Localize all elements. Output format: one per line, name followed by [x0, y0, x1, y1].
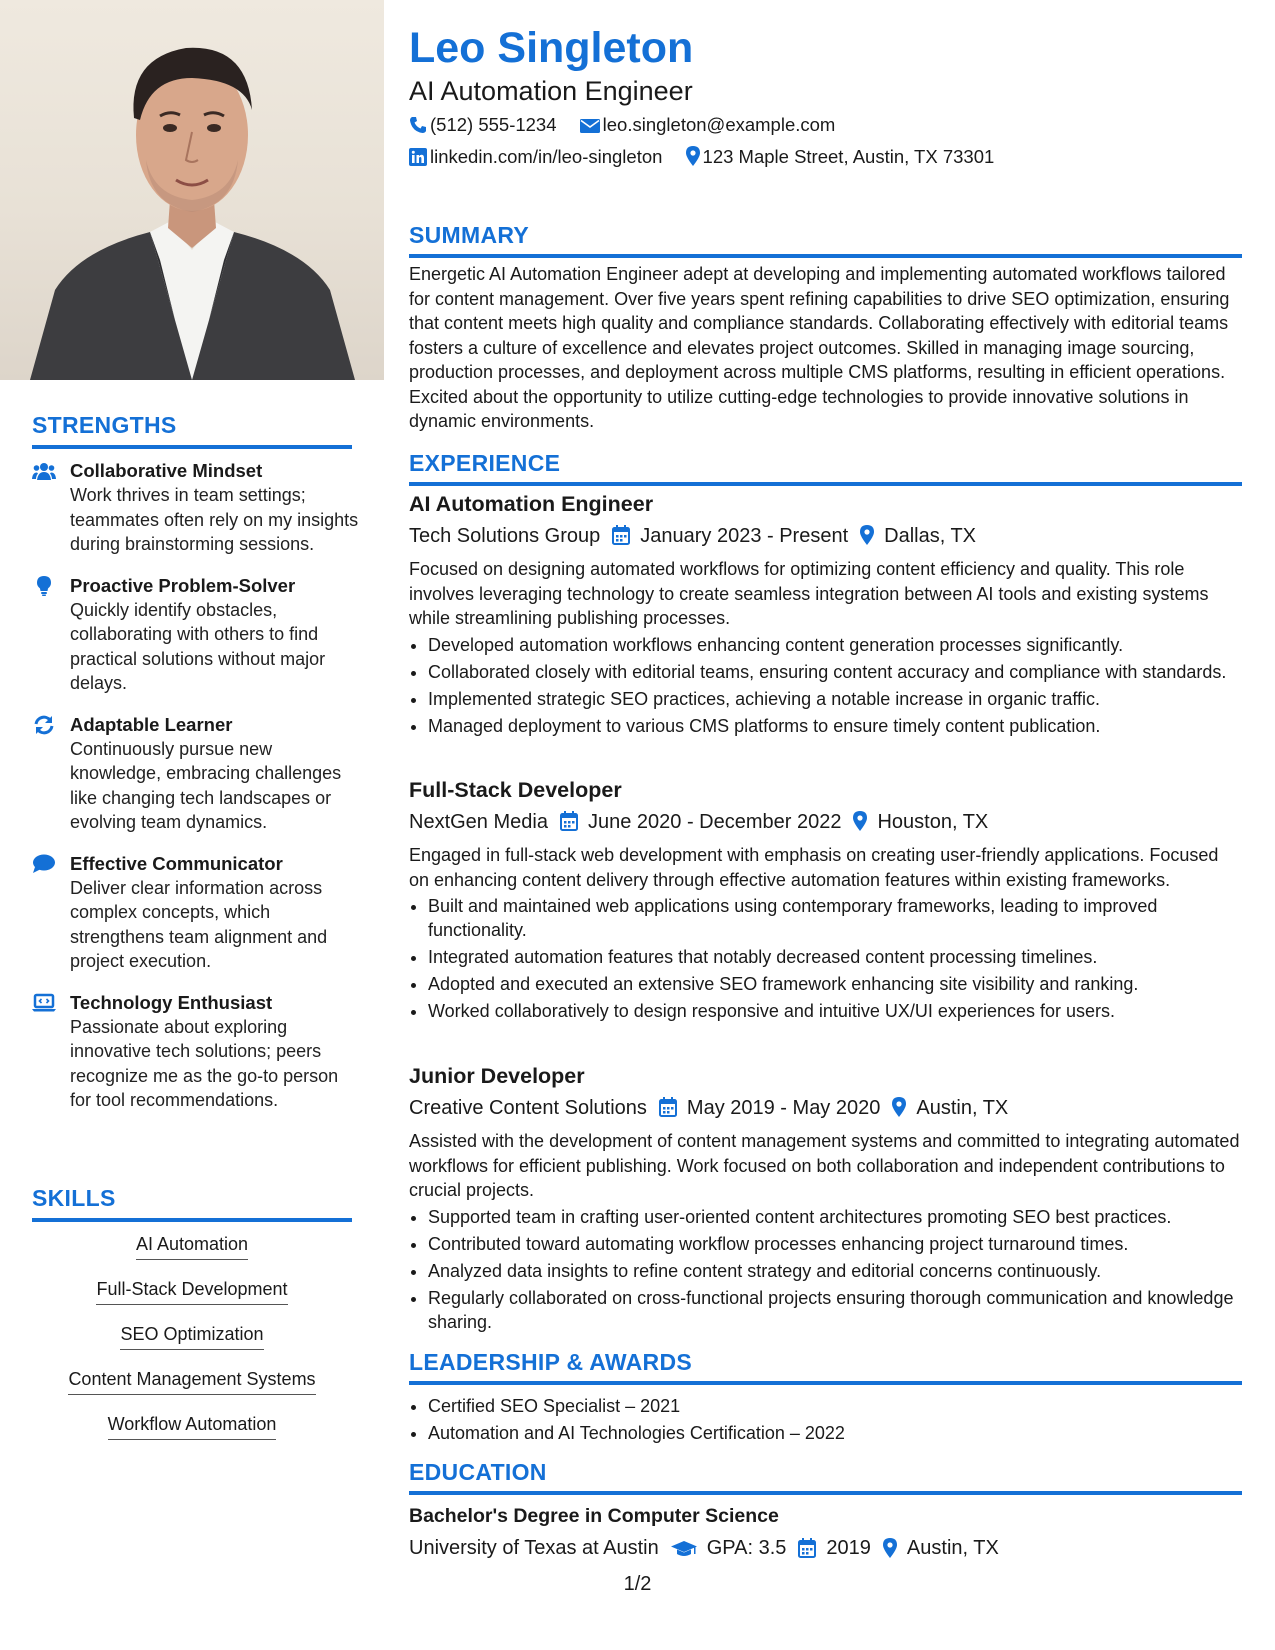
portrait-image: [0, 0, 384, 380]
education-meta: [409, 1533, 1242, 1563]
job-title: AI Automation Engineer: [409, 492, 654, 516]
job-bullet: • Integrated automation features that notably decreased content processing timelines.: [428, 945, 1242, 969]
job-description: Assisted with the development of content management systems and committed to integrating automated workflows for efficient publishing. Work focused on both collaboration and independent contributions to crucial projects.: [409, 1131, 1240, 1200]
job-description: Focused on designing automated workflows for optimizing content efficiency and quality. This role involves leveraging technology to create seamless integration between AI tools and existing systems while streamlining publishing processes.: [409, 559, 1209, 628]
job-bullet: • Adopted and executed an extensive SEO framework enhancing site visibility and ranking.: [428, 972, 1242, 996]
job-location: Austin, TX: [916, 1097, 1009, 1119]
awards-heading: LEADERSHIP & AWARDS: [409, 1349, 1242, 1385]
summary-heading: SUMMARY: [409, 222, 1242, 258]
strength-description: Continuously pursue new knowledge, embracing challenges like changing tech landscapes or evolving team dynamics.: [70, 738, 342, 832]
graduation-cap-icon: [671, 1540, 697, 1558]
strength-description: Quickly identify obstacles, collaborating with others to find practical solutions without major delays.: [70, 599, 326, 693]
contact-row-1: [409, 113, 853, 137]
strength-title: Effective Communicator: [70, 852, 283, 874]
job-bullet: • Contributed toward automating workflow processes enhancing project turnaround times.: [428, 1232, 1242, 1256]
strength-description: Passionate about exploring innovative tech solutions; peers recognize me as the go-to person for tool recommendations.: [70, 1016, 339, 1110]
linkedin-icon: [409, 148, 427, 166]
page-number: 1/2: [623, 1573, 652, 1595]
skills-list: [32, 1232, 352, 1457]
phone-text[interactable]: (512) 555-1234: [430, 114, 557, 135]
job-location: Houston, TX: [877, 811, 989, 833]
skills-heading: SKILLS: [32, 1185, 352, 1222]
map-pin-icon: [883, 1538, 897, 1558]
degree-title: Bachelor's Degree in Computer Science: [409, 1505, 779, 1527]
job-location: Dallas, TX: [884, 525, 977, 547]
map-pin-icon: [860, 525, 874, 545]
strength-description: Work thrives in team settings; teammates often rely on my insights during brainstorming sessions.: [70, 485, 359, 554]
school-name: University of Texas at Austin: [409, 1537, 659, 1559]
job-entry: [409, 490, 1242, 741]
calendar-icon: [659, 1097, 677, 1117]
award-item: • Automation and AI Technologies Certification – 2022: [428, 1421, 1242, 1445]
linkedin-contact: [409, 145, 662, 169]
award-item: • Certified SEO Specialist – 2021: [428, 1394, 1242, 1418]
skill-item: Full-Stack Development: [96, 1277, 287, 1305]
job-meta: [409, 1093, 1242, 1123]
candidate-title: AI Automation Engineer: [409, 76, 693, 106]
strength-description: Deliver clear information across complex concepts, which strengthens team alignment and project execution.: [70, 877, 328, 971]
job-description: Engaged in full-stack web development with emphasis on creating user-friendly applications. Focused on enhancing content delivery through effective automation features within existing frameworks.: [409, 845, 1219, 890]
refresh-icon: [32, 715, 56, 735]
map-pin-icon: [853, 811, 867, 831]
job-bullet: • Managed deployment to various CMS platforms to ensure timely content publication.: [428, 714, 1242, 738]
map-pin-icon: [686, 146, 700, 166]
company-name: Tech Solutions Group: [409, 525, 601, 547]
skill-item: Content Management Systems: [68, 1367, 315, 1395]
job-dates: January 2023 - Present: [640, 525, 849, 547]
job-dates: June 2020 - December 2022: [587, 811, 842, 833]
job-bullet: • Supported team in crafting user-oriented content architectures promoting SEO best practices.: [428, 1205, 1242, 1229]
job-meta: [409, 521, 1242, 551]
address-text: 123 Maple Street, Austin, TX 73301: [702, 146, 995, 167]
awards-list: [409, 1394, 1242, 1448]
experience-heading: EXPERIENCE: [409, 450, 1242, 486]
education-location: Austin, TX: [906, 1537, 999, 1559]
job-bullets: [409, 894, 1242, 1023]
job-title: Full-Stack Developer: [409, 778, 622, 802]
phone-contact: [409, 113, 557, 137]
job-meta: [409, 807, 1242, 837]
phone-icon: [409, 116, 427, 134]
skill-item: AI Automation: [136, 1232, 248, 1260]
company-name: NextGen Media: [409, 811, 548, 833]
calendar-icon: [560, 811, 578, 831]
profile-photo: [0, 0, 384, 380]
laptop-code-icon: [32, 993, 56, 1013]
strength-title: Collaborative Mindset: [70, 460, 263, 481]
strengths-heading: STRENGTHS: [32, 412, 352, 449]
strength-item: [32, 990, 362, 1113]
sidebar: [0, 0, 384, 1650]
job-title: Junior Developer: [409, 1064, 585, 1088]
job-bullet: • Built and maintained web applications using contemporary frameworks, leading to improved functionality.: [428, 894, 1242, 942]
strengths-list: [32, 458, 362, 1129]
job-bullet: • Developed automation workflows enhancing content generation processes significantly.: [428, 633, 1242, 657]
skill-item: Workflow Automation: [108, 1412, 277, 1440]
job-bullet: • Analyzed data insights to refine content strategy and editorial concerns continuously.: [428, 1259, 1242, 1283]
calendar-icon: [798, 1538, 816, 1558]
job-bullets: [409, 1205, 1242, 1334]
job-bullet: • Collaborated closely with editorial teams, ensuring content accuracy and compliance with standards.: [428, 660, 1242, 684]
job-bullet: • Regularly collaborated on cross-functional projects ensuring thorough communication and knowledge sharing.: [428, 1286, 1242, 1334]
job-entry: [409, 776, 1242, 1026]
address-contact: [686, 145, 995, 169]
education-heading: EDUCATION: [409, 1459, 1242, 1495]
strength-title: Technology Enthusiast: [70, 991, 273, 1013]
strength-item: [32, 851, 362, 974]
linkedin-link[interactable]: linkedin.com/in/leo-singleton: [430, 146, 663, 167]
strength-item: [32, 573, 362, 696]
users-icon: [32, 461, 56, 481]
skill-item: SEO Optimization: [120, 1322, 263, 1350]
strength-item: [32, 458, 362, 557]
strength-title: Proactive Problem-Solver: [70, 574, 296, 596]
candidate-name: Leo Singleton: [409, 24, 694, 72]
email-link[interactable]: leo.singleton@example.com: [602, 114, 836, 135]
job-bullet: • Implemented strategic SEO practices, achieving a notable increase in organic traffic.: [428, 687, 1242, 711]
calendar-icon: [612, 525, 630, 545]
company-name: Creative Content Solutions: [409, 1097, 647, 1119]
strength-item: [32, 712, 362, 835]
lightbulb-icon: [32, 576, 56, 596]
job-dates: May 2019 - May 2020: [686, 1097, 881, 1119]
chat-bubble-icon: [32, 854, 56, 874]
map-pin-icon: [892, 1097, 906, 1117]
contact-row-2: [409, 145, 1012, 169]
job-entry: [409, 1062, 1242, 1337]
strength-title: Adaptable Learner: [70, 713, 233, 735]
education-entry: [409, 1503, 1242, 1563]
graduation-year: 2019: [826, 1537, 871, 1559]
gpa: GPA: 3.5: [706, 1537, 787, 1559]
job-bullets: [409, 633, 1242, 738]
email-contact: [580, 113, 836, 137]
job-bullet: • Worked collaboratively to design responsive and intuitive UX/UI experiences for users.: [428, 999, 1242, 1023]
summary-text: Energetic AI Automation Engineer adept at developing and implementing automated workflows tailored for content management. Over five years spent refining capabilities to drive SEO optimization, ensuring that content meets high quality and compliance standards. Collaborating effectively with editorial teams fosters a culture of excellence and elevates project outcomes. Skilled in managing image sourcing, production processes, and deployment across multiple CMS platforms, resulting in efficient operations. Excited about the opportunity to utilize cutting-edge technologies to provide innovative solutions in dynamic environments.: [409, 264, 1230, 431]
envelope-icon: [580, 118, 600, 134]
